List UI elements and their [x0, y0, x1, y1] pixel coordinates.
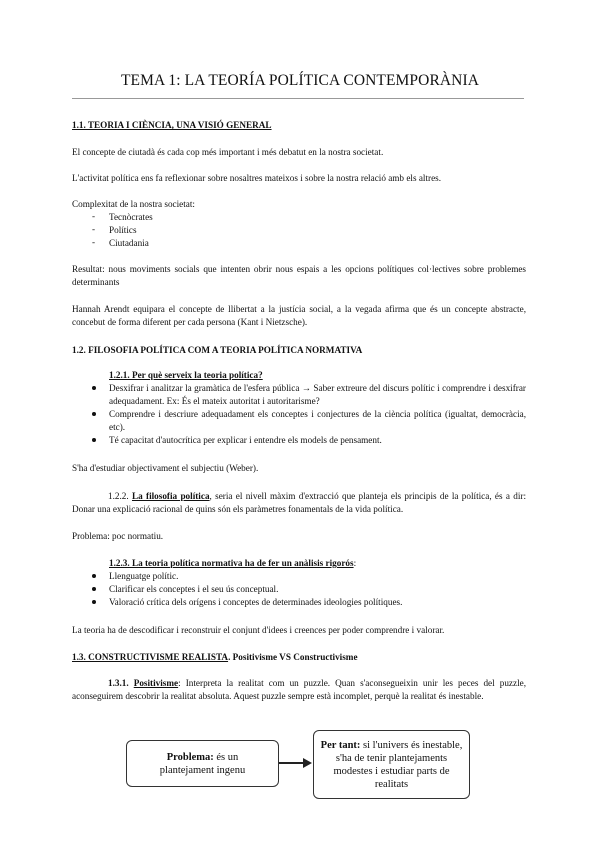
paragraph: La teoria ha de descodificar i reconstruir el conjunt d'idees i creences per poder comprendre i valorar.	[72, 625, 445, 635]
list-item: Polítics	[109, 225, 137, 235]
dash-marker: -	[92, 211, 96, 221]
subsection-title: 1.2.3. La teoria política normativa ha de fer un anàlisis rigorós	[109, 558, 354, 568]
subsection-heading-1-2-3	[109, 557, 356, 570]
bullet-item: Valoració crítica dels orígens i conceptes de determinades ideologies polítiques.	[109, 597, 403, 607]
paragraph: Hannah Arendt equipara el concepte de llibertat a la justícia social, a la vegada afirma que és un concepte abstracte, concebut de forma diferent per cada persona (Kant i Nietzsche).	[72, 304, 526, 327]
paragraph-1-2-2	[72, 490, 526, 515]
bullet-item: Clarificar els conceptes i el seu ús conceptual.	[109, 584, 279, 594]
title-divider	[72, 98, 524, 99]
paragraph-1-3-1	[72, 677, 526, 702]
section-subtitle: . Positivisme VS Constructivisme	[228, 652, 358, 662]
arrow-right-icon	[303, 758, 312, 768]
subsection-number: 1.3.1.	[108, 678, 129, 688]
arrow-shaft	[279, 762, 305, 764]
paragraph: Resultat: nous moviments socials que intenten obrir nous espais a les opcions polítiques col·lectives sobre problemes determinants	[72, 264, 526, 287]
section-title: 1.3. CONSTRUCTIVISME REALISTA	[72, 652, 229, 662]
box-text: és un plantejament ingenu	[159, 751, 246, 776]
section-heading-1-3	[72, 651, 358, 664]
bullet-marker	[92, 412, 96, 416]
bullet-marker	[92, 386, 96, 390]
box-text: si l'univers és inestable, s'ha de tenir plantejaments modestes i estudiar parts de realitats	[333, 739, 463, 790]
section-heading-1-2: 1.2. FILOSOFIA POLÍTICA COM A TEORIA POLÍTICA NORMATIVA	[72, 345, 363, 355]
key-term: Positivisme	[133, 678, 179, 688]
diagram-box-conclusion	[313, 730, 470, 799]
dash-marker: -	[92, 237, 96, 247]
bullet-item: Té capacitat d'autocrítica per explicar i entendre els models de pensament.	[109, 435, 382, 445]
bullet-marker	[92, 438, 96, 442]
bullet-marker	[92, 574, 96, 578]
bullet-item: Llenguatge polític.	[109, 571, 179, 581]
subsection-heading-1-2-1: 1.2.1. Per què serveix la teoria política?	[109, 370, 263, 380]
subsection-text: : Interpreta la realitat com un puzzle. Quan s'aconsegueixin unir les peces del puzzle, aconseguirem descobrir la realitat absoluta. Aquest puzzle sempre està incomplet, perquè la realitat és inestable.	[72, 678, 526, 701]
subsection-text: , seria el nivell màxim d'extracció que planteja els principis de la política, és a dir: Donar una explicació racional de quins són els paràmetres fonamentals de la vida política.	[72, 491, 527, 514]
document-title: TEMA 1: LA TEORÍA POLÍTICA CONTEMPORÀNIA	[120, 72, 480, 89]
bullet-item: Desxifrar i analitzar la gramàtica de l'esfera pública → Saber extreure del discurs polític i comprendre i desxifrar adequadament. Ex: És el mateix autoritat i autoritarisme?	[109, 383, 526, 406]
paragraph: Complexitat de la nostra societat:	[72, 199, 195, 209]
list-item: Tecnòcrates	[109, 212, 153, 222]
diagram-box-problem	[126, 740, 279, 787]
section-heading-1-1: 1.1. TEORIA I CIÈNCIA, UNA VISIÓ GENERAL	[72, 120, 272, 130]
paragraph: S'ha d'estudiar objectivament el subjectiu (Weber).	[72, 463, 259, 473]
box-label: Per tant:	[320, 739, 361, 751]
bullet-marker	[92, 587, 96, 591]
bullet-marker	[92, 600, 96, 604]
key-term: La filosofia política	[131, 491, 210, 501]
paragraph: El concepte de ciutadà és cada cop més important i més debatut en la nostra societat.	[72, 147, 384, 157]
paragraph: Problema: poc normatiu.	[72, 531, 164, 541]
subsection-number: 1.2.2.	[108, 491, 129, 501]
box-label: Problema:	[166, 751, 214, 763]
bullet-item: Comprendre i descriure adequadament els conceptes i conjectures de la ciència política (igualtat, democràcia, etc).	[109, 409, 526, 432]
list-item: Ciutadania	[109, 238, 149, 248]
paragraph: L'activitat política ens fa reflexionar sobre nosaltres mateixos i sobre la nostra relació amb els altres.	[72, 173, 442, 183]
colon: :	[353, 558, 357, 568]
dash-marker: -	[92, 224, 96, 234]
